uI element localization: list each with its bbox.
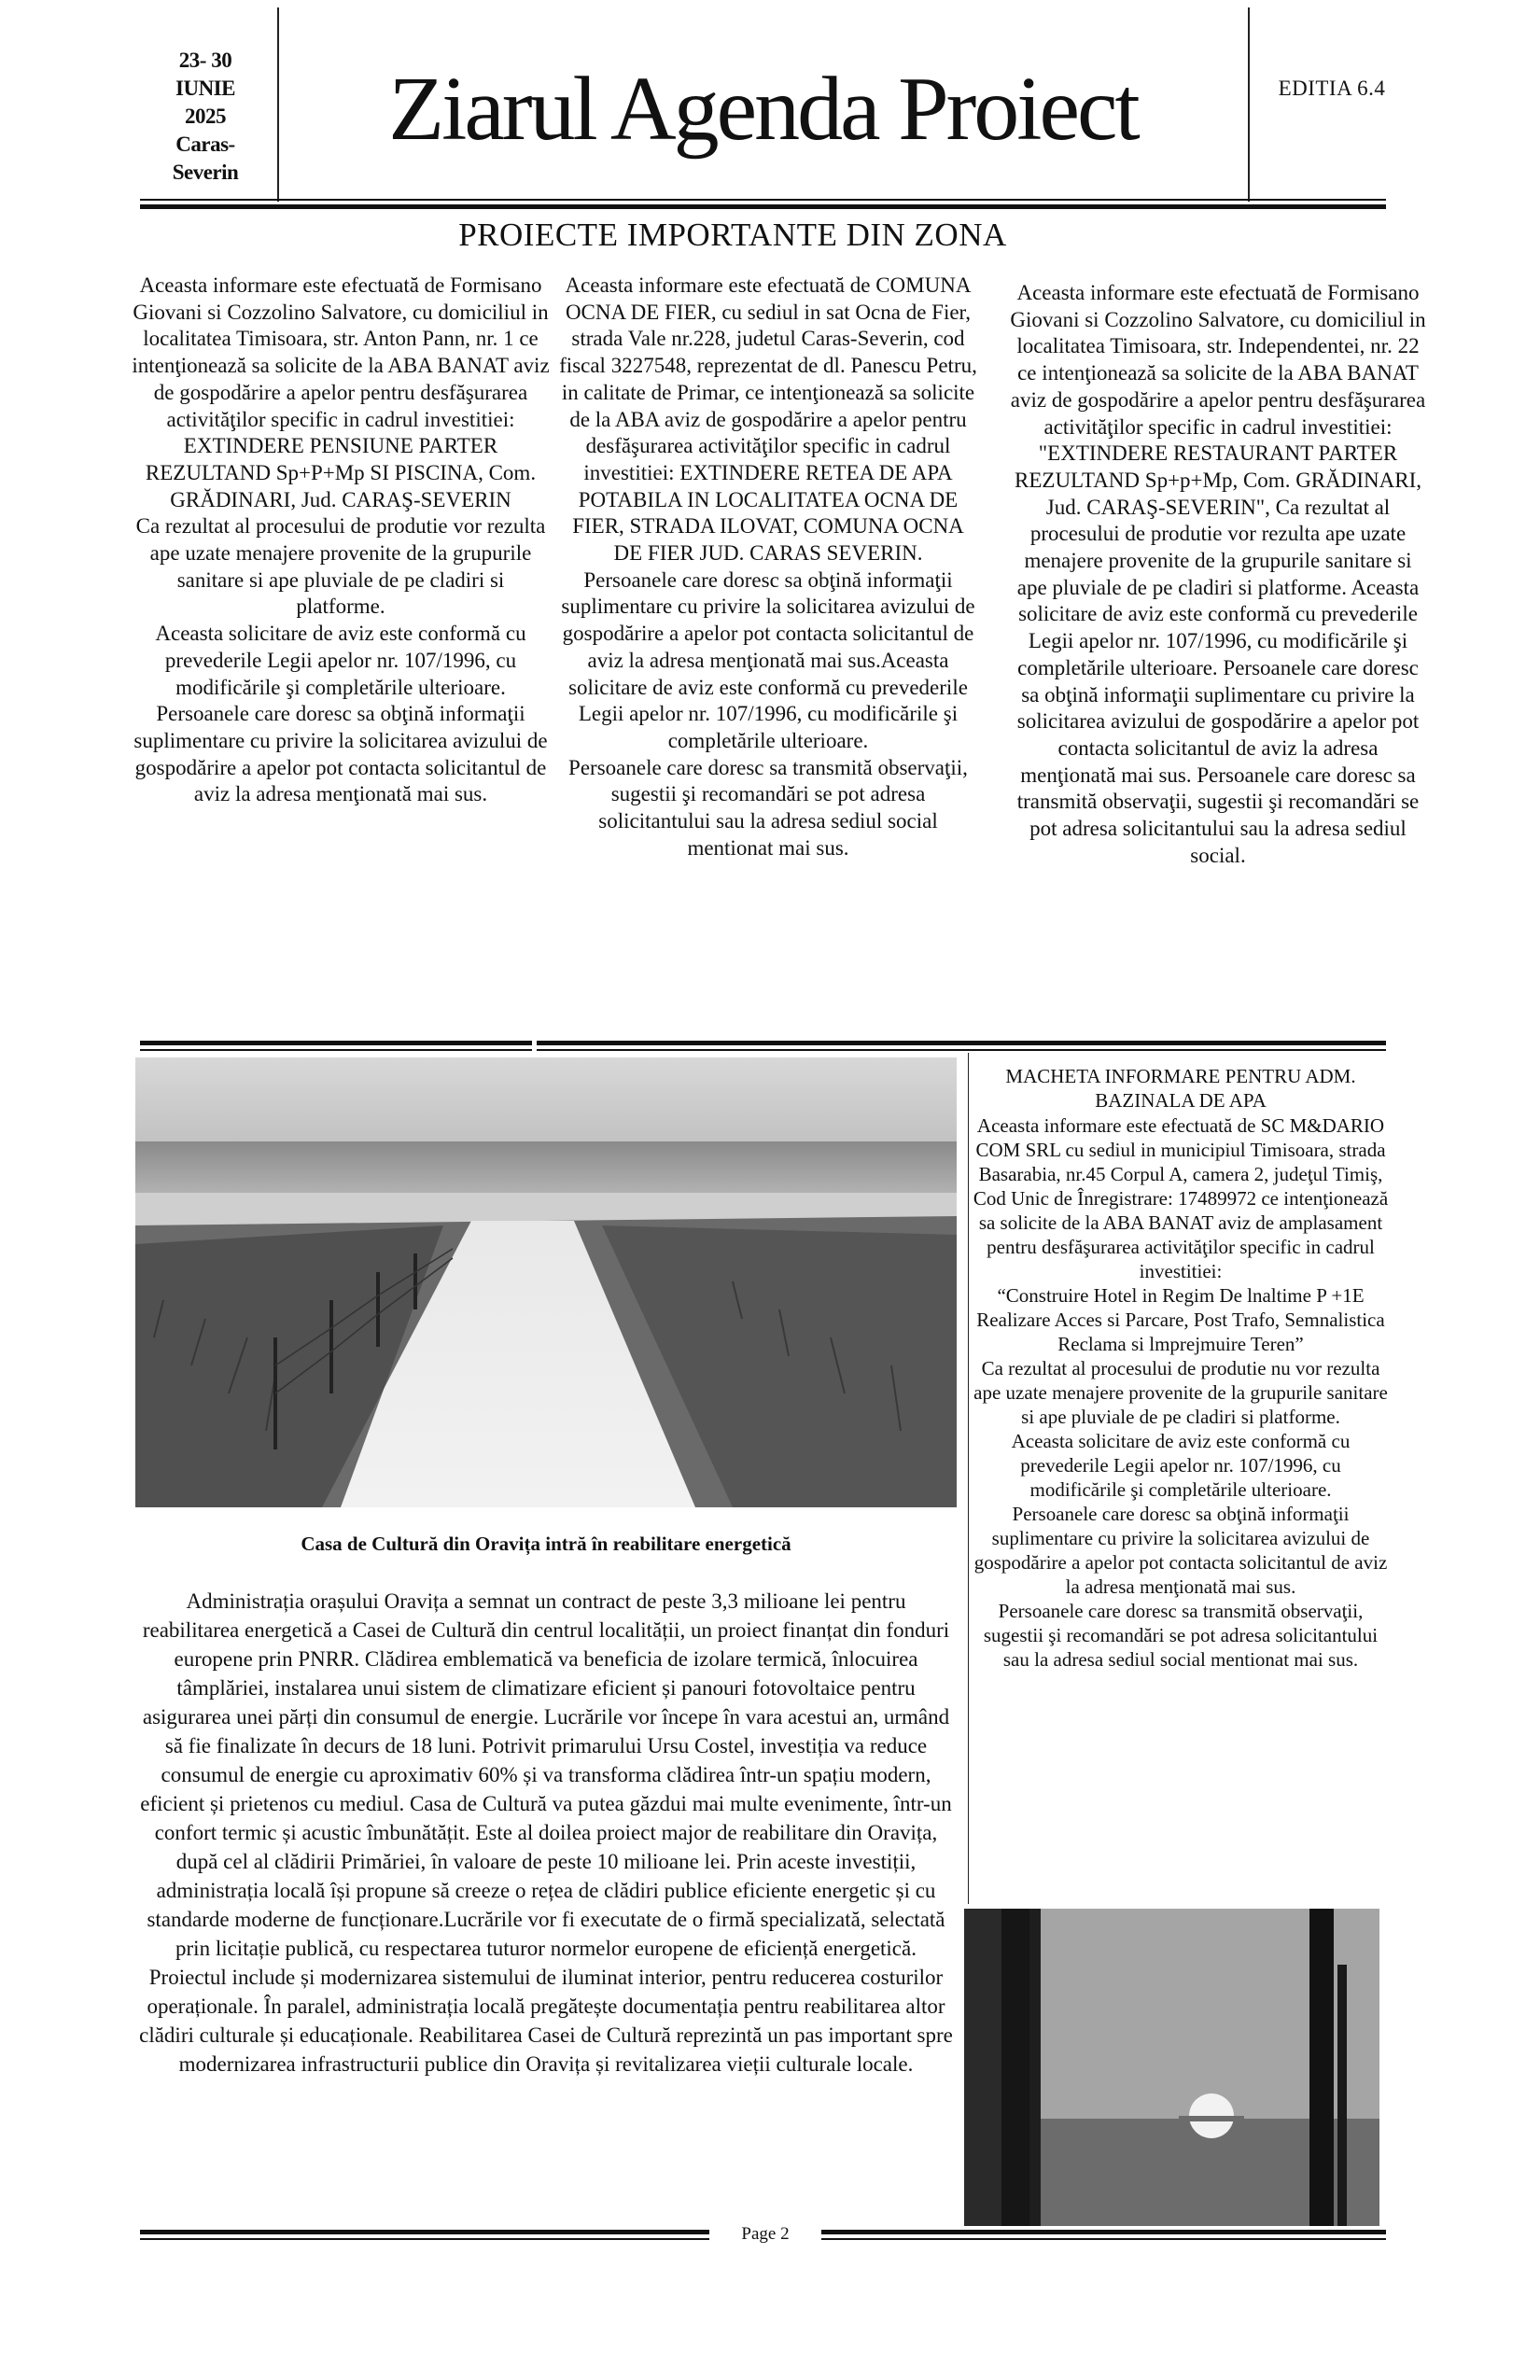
date-line: Severin bbox=[172, 161, 239, 184]
page-number: Page 2 bbox=[741, 2224, 790, 2244]
header-divider-left bbox=[277, 7, 279, 202]
sidebar-notice-body: Aceasta informare este efectuată de SC M&DARIO COM SRL cu sediul in municipiul Timisoara, strada Basarabia, nr.45 Corpul A, camera 2, judeţul Timiş, Cod Unic de Înregistrare: 17489972 ce intenţionează sa solicite de la ABA BANAT aviz de amplasament pentru desfăşurarea activităţilor specific in cadrul investitiei: “Construire Hotel in Regim De lnaltime P +1E Realizare Acces si Parcare, Post Trafo, Semnalistica Reclama si lmprejmuire Teren” Ca rezultat al procesului de produtie nu vor rezulta ape uzate menajere provenite de la grupurile sanitare si ape pluviale de pe cladiri si platforme. Aceasta solicitare de aviz este conformă cu prevederile Legii apelor nr. 107/1996, cu modificările şi completările ulterioare. Persoanele care doresc sa obţină informaţii suplimentare cu privire la solicitarea avizului de gospodărire a apelor pot contacta solicitantul de aviz la adresa menţionată mai sus. Persoanele care doresc sa transmită observaţii, sugestii şi recomandări se pot adresa solicitantului sau la adresa sediul social mentionat mai sus. bbox=[973, 1114, 1389, 1671]
column-rule-left-thin bbox=[140, 1049, 532, 1051]
article-caption: Casa de Cultură din Oravița intră în reabilitare energetică bbox=[301, 1533, 791, 1555]
column-rule-right bbox=[537, 1041, 1386, 1045]
date-line: IUNIE bbox=[175, 77, 235, 100]
masthead-title: Ziarul Agenda Proiect bbox=[388, 59, 1138, 160]
notice-column-3: Aceasta informare este efectuată de Formisano Giovani si Cozzolino Salvatore, cu domiciliul in localitatea Timisoara, str. Independentei, nr. 22 ce intenţionează sa solicite de la ABA BANAT aviz de gospodărire a apelor pentru desfăşurarea activităţilor specific in cadrul investitiei: "EXTINDERE RESTAURANT PARTER REZULTAND Sp+p+Mp, Com. GRĂDINARI, Jud. CARAŞ-SEVERIN", Ca rezultat al procesului de produtie vor rezulta ape uzate menajere provenite de la grupurile sanitare si ape pluviale de pe cladiri si platforme. Aceasta solicitare de aviz este conformă cu prevederile Legii apelor nr. 107/1996, cu modificările şi completările ulterioare. Persoanele care doresc sa obţină informaţii suplimentare cu privire la solicitarea avizului de gospodărire a apelor pot contacta solicitantul de aviz la adresa menţionată mai sus. Persoanele care doresc sa transmită observaţii, sugestii şi recomandări se pot adresa solicitantului sau la adresa sediul social. bbox=[1010, 281, 1426, 867]
issue-date bbox=[149, 47, 261, 187]
footer-rule-left bbox=[140, 2230, 709, 2234]
footer-rule-right bbox=[821, 2230, 1386, 2234]
section-title: PROIECTE IMPORTANTE DIN ZONA bbox=[458, 217, 1007, 253]
header-rule-thin bbox=[140, 199, 1386, 201]
footer-rule-left-thin bbox=[140, 2238, 709, 2240]
sunset-trees-photo bbox=[964, 1909, 1379, 2226]
date-line: 2025 bbox=[185, 105, 226, 128]
notice-column-2: Aceasta informare este efectuată de COMUNA OCNA DE FIER, cu sediul in sat Ocna de Fier, strada Vale nr.228, judetul Caras-Severin, cod fiscal 3227548, reprezentat de dl. Panescu Petru, in calitate de Primar, ce intenţionează sa solicite de la ABA aviz de gospodărire a apelor pentru desfăşurarea activităţilor specific in cadrul investitiei: EXTINDERE RETEA DE APA POTABILA IN LOCALITATEA OCNA DE FIER, STRADA ILOVAT, COMUNA OCNA DE FIER JUD. CARAS SEVERIN. Persoanele care doresc sa obţină informaţii suplimentare cu privire la solicitarea avizului de gospodărire a apelor pot contacta solicitantul de aviz la adresa menţionată mai sus.Aceasta solicitare de aviz este conformă cu prevederile Legii apelor nr. 107/1996, cu modificările şi completările ulterioare. Persoanele care doresc sa transmită observaţii, sugestii şi recomandări se pot adresa solicitantului sau la adresa sediul social mentionat mai sus. bbox=[559, 273, 977, 860]
column-rule-left bbox=[140, 1041, 532, 1045]
column-rule-right-thin bbox=[537, 1049, 1386, 1051]
notice-column-1: Aceasta informare este efectuată de Formisano Giovani si Cozzolino Salvatore, cu domiciliul in localitatea Timisoara, str. Anton Pann, nr. 1 ce intenţionează sa solicite de la ABA BANAT aviz de gospodărire a apelor pentru desfăşurarea activităţilor specific in cadrul investitiei: EXTINDERE PENSIUNE PARTER REZULTAND Sp+P+Mp SI PISCINA, Com. GRĂDINARI, Jud. CARAŞ-SEVERIN Ca rezultat al procesului de produtie vor rezulta ape uzate menajere provenite de la grupurile sanitare si ape pluviale de pe cladiri si platforme. Aceasta solicitare de aviz este conformă cu prevederile Legii apelor nr. 107/1996, cu modificările şi completările ulterioare. Persoanele care doresc sa obţină informaţii suplimentare cu privire la solicitarea avizului de gospodărire a apelor pot contacta solicitantul de aviz la adresa menţionată mai sus. bbox=[132, 273, 550, 806]
article-body: Administrația orașului Oravița a semnat un contract de peste 3,3 milioane lei pentru reabilitarea energetică a Casei de Cultură din centrul localității, un proiect finanțat din fonduri europene prin PNRR. Clădirea emblematică va beneficia de izolare termică, înlocuirea tâmplăriei, instalarea unui sistem de climatizare eficient și panouri fotovoltaice pentru asigurarea unei părți din consumul de energie. Lucrările vor începe în vara acestui an, urmând să fie finalizate în decurs de 18 luni. Potrivit primarului Ursu Costel, investiția va reduce consumul de energie cu aproximativ 60% și va transforma clădirea într-un spațiu modern, eficient și prietenos cu mediul. Casa de Cultură va putea găzdui mai multe evenimente, într-un confort termic și acustic îmbunătățit. Este al doilea proiect major de reabilitare din Oravița, după cel al clădirii Primăriei, în valoare de peste 10 milioane lei. Prin aceste investiții, administrația locală își propune să creeze o rețea de clădiri publice eficiente energetic și cu standarde moderne de funcționare.Lucrările vor fi executate de o firmă specializată, selectată prin licitație publică, cu respectarea tuturor normelor europene de eficiență energetică. Proiectul include și modernizarea sistemului de iluminat interior, pentru reducerea costurilor operaționale. În paralel, administrația locală pregătește documentația pentru reabilitarea altor clădiri culturale și educaționale. Reabilitarea Casei de Cultură reprezintă un pas important spre modernizarea infrastructurii publice din Oravița și revitalizarea vieții culturale locale. bbox=[139, 1589, 953, 2076]
sidebar-divider bbox=[968, 1053, 969, 1904]
beach-path-photo bbox=[135, 1057, 957, 1507]
edition-label: EDITIA 6.4 bbox=[1278, 77, 1386, 100]
date-line: 23- 30 bbox=[178, 49, 232, 72]
header-rule-thick bbox=[140, 204, 1386, 209]
sidebar-notice-title: MACHETA INFORMARE PENTRU ADM. BAZINALA DE APA bbox=[1005, 1065, 1356, 1112]
footer-rule-right-thin bbox=[821, 2238, 1386, 2240]
date-line: Caras- bbox=[175, 133, 235, 156]
header-divider-right bbox=[1248, 7, 1250, 202]
